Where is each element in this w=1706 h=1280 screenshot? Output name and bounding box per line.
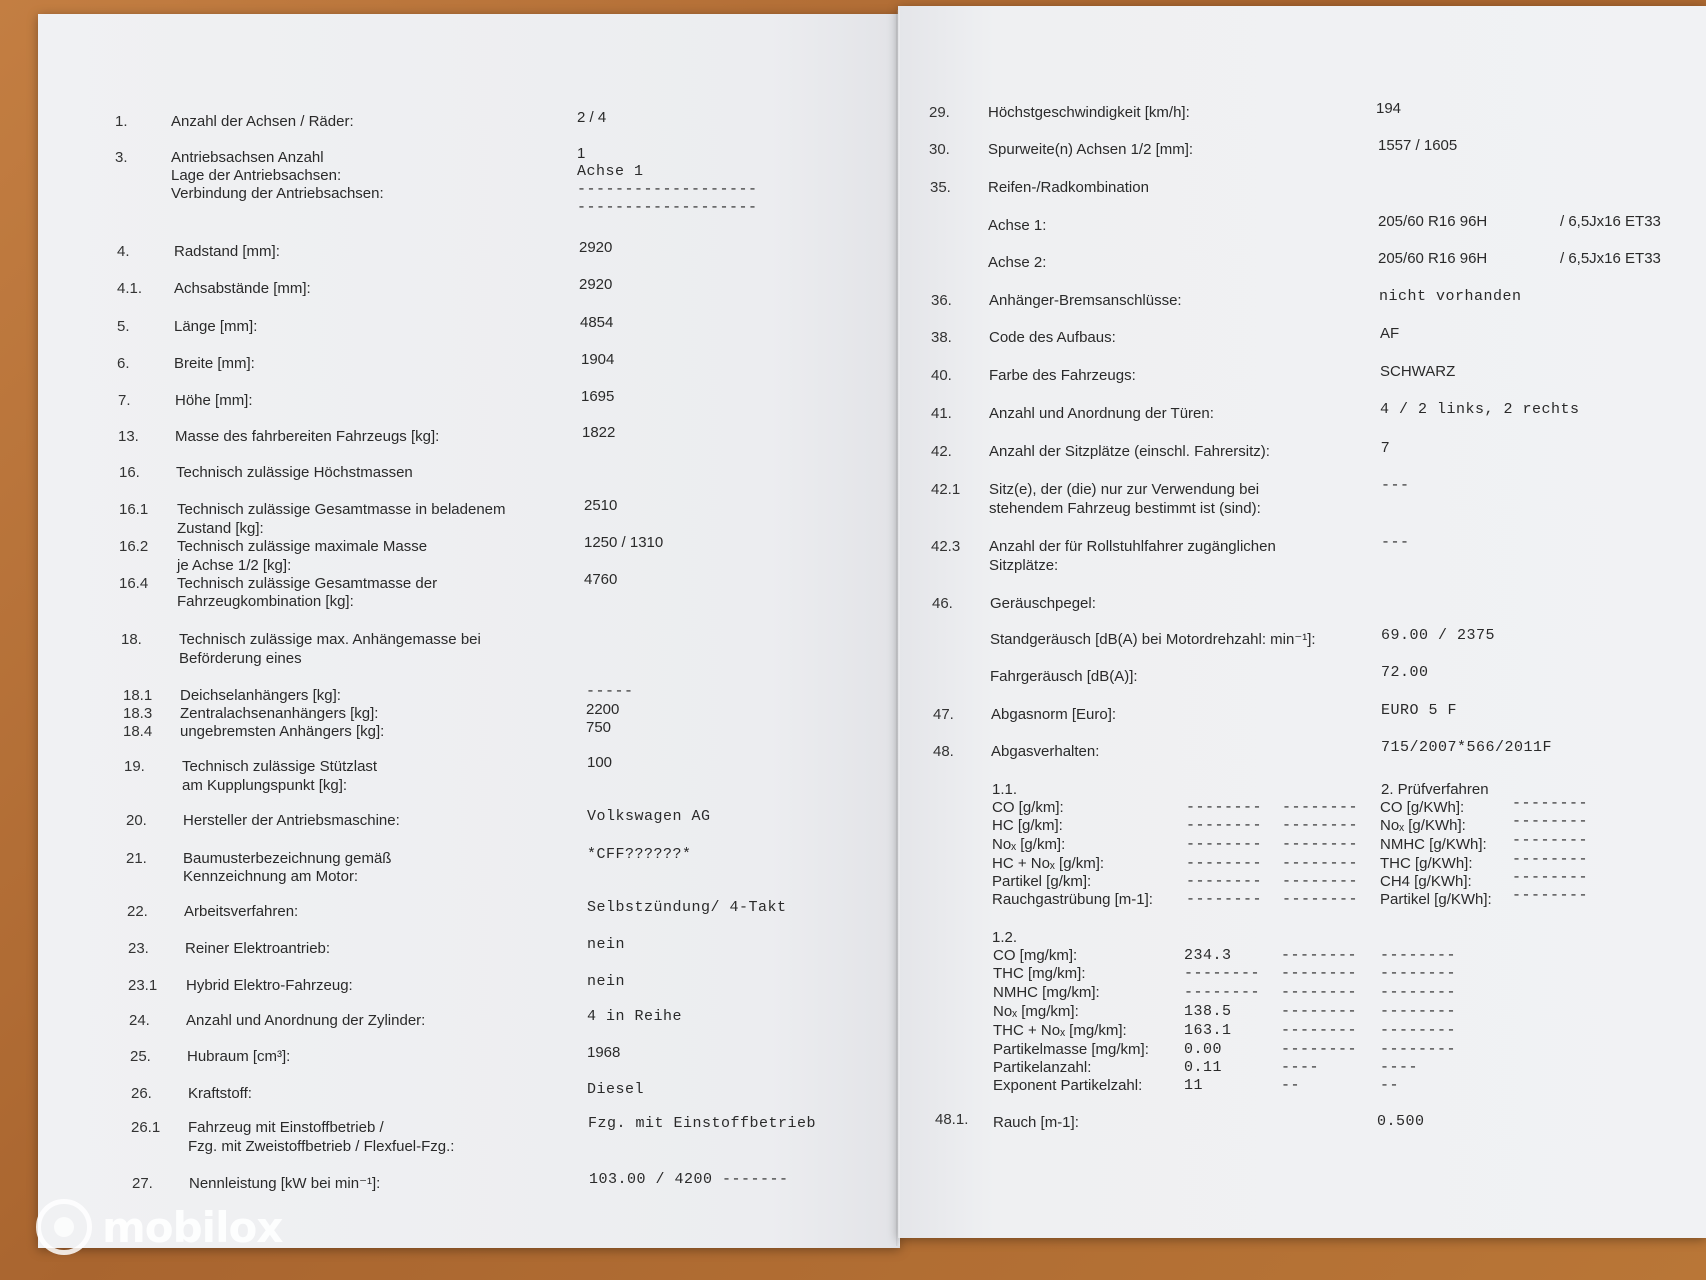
- field-value: nein: [587, 936, 626, 953]
- emission-label: Noₓ [g/km]:: [992, 836, 1066, 853]
- field-label: Breite [mm]:: [174, 355, 255, 372]
- field-value: 715/2007*566/2011F: [1381, 739, 1553, 756]
- field-label: Höchstgeschwindigkeit [km/h]:: [988, 104, 1190, 121]
- field-label: ungebremsten Anhängers [kg]:: [180, 723, 385, 740]
- field-label: Höhe [mm]:: [175, 392, 253, 409]
- field-label: Anzahl der Achsen / Räder:: [171, 113, 354, 130]
- watermark-text: mobilox: [102, 1202, 283, 1252]
- emission-value: --------: [1512, 869, 1589, 886]
- field-label: Technisch zulässige Gesamtmasse in beladenem: [177, 501, 506, 518]
- field-value: 4 / 2 links, 2 rechts: [1380, 401, 1580, 418]
- emission-value: --------: [1281, 984, 1358, 1001]
- emission-value: --------: [1282, 873, 1359, 890]
- emission-label: Rauchgastrübung [m-1]:: [992, 891, 1153, 908]
- emission-value: --: [1380, 1077, 1400, 1094]
- watermark-logo: [36, 1196, 282, 1258]
- field-value: 205/60 R16 96H: [1378, 250, 1488, 267]
- field-value: 1968: [587, 1044, 621, 1061]
- field-label: am Kupplungspunkt [kg]:: [182, 777, 348, 794]
- emission-value: 234.3: [1184, 947, 1232, 964]
- emission-value: ----: [1380, 1059, 1419, 1076]
- field-label: Standgeräusch [dB(A) bei Motordrehzahl: min⁻¹]:: [990, 631, 1316, 648]
- emission-value: --------: [1380, 947, 1457, 964]
- item-number: 41.: [931, 405, 952, 422]
- emission-value: --------: [1281, 965, 1358, 982]
- emission-value: --------: [1380, 1041, 1457, 1058]
- emission-value: --------: [1282, 817, 1359, 834]
- item-number: 42.1: [931, 481, 961, 498]
- emission-label: Partikel [g/km]:: [992, 873, 1092, 890]
- field-label: Anzahl und Anordnung der Zylinder:: [186, 1012, 426, 1029]
- field-label: Nennleistung [kW bei min⁻¹]:: [189, 1175, 381, 1192]
- emission-value: --------: [1380, 965, 1457, 982]
- item-number: 18.1: [123, 687, 153, 704]
- emission-label: NMHC [mg/km]:: [993, 984, 1100, 1001]
- emission-label: Partikelanzahl:: [993, 1059, 1092, 1076]
- item-number: 42.: [931, 443, 952, 460]
- field-label: Technisch zulässige Stützlast: [182, 758, 378, 775]
- field-label: Code des Aufbaus:: [989, 329, 1116, 346]
- item-number: 26.1: [131, 1119, 161, 1136]
- emission-label: THC [mg/km]:: [993, 965, 1086, 982]
- field-value: 1: [577, 145, 586, 162]
- emission-value: --------: [1186, 836, 1263, 853]
- field-value: 2200: [586, 701, 620, 718]
- field-value: -------------------: [577, 199, 758, 216]
- field-label: Rauch [m-1]:: [993, 1114, 1079, 1131]
- emission-value: --------: [1512, 813, 1589, 830]
- emission-value: --------: [1186, 891, 1263, 908]
- item-number: 18.4: [123, 723, 153, 740]
- field-label: Deichselanhängers [kg]:: [180, 687, 341, 704]
- item-number: 18.: [121, 631, 142, 648]
- emission-value: --------: [1512, 795, 1589, 812]
- item-number: 35.: [930, 179, 951, 196]
- field-value: *CFF??????*: [587, 846, 692, 863]
- emission-label: NMHC [g/KWh]:: [1380, 836, 1487, 853]
- field-value: 2920: [579, 276, 613, 293]
- field-label: Technisch zulässige Höchstmassen: [176, 464, 413, 481]
- field-value: ---: [1381, 477, 1410, 494]
- item-number: 30.: [929, 141, 950, 158]
- field-label: Technisch zulässige maximale Masse: [177, 538, 428, 555]
- item-number: 16.1: [119, 501, 149, 518]
- field-value: Diesel: [587, 1081, 645, 1098]
- field-label: Anzahl der Sitzplätze (einschl. Fahrersitz):: [989, 443, 1270, 460]
- item-number: 3.: [115, 149, 128, 166]
- emission-label: CO [mg/km]:: [993, 947, 1078, 964]
- emission-value: --------: [1281, 1041, 1358, 1058]
- field-value: 194: [1376, 100, 1402, 117]
- field-label: Fzg. mit Zweistoffbetrieb / Flexfuel-Fzg.:: [188, 1138, 455, 1155]
- field-label: Masse des fahrbereiten Fahrzeugs [kg]:: [175, 428, 440, 445]
- emission-label: HC + Noₓ [g/km]:: [992, 855, 1105, 872]
- rim-size-value: / 6,5Jx16 ET33: [1560, 213, 1661, 230]
- field-value: 1557 / 1605: [1378, 137, 1458, 154]
- field-label: Reiner Elektroantrieb:: [185, 940, 331, 957]
- emission-value: 163.1: [1184, 1022, 1232, 1039]
- field-label: Zustand [kg]:: [177, 520, 264, 537]
- field-value: 2 / 4: [577, 109, 607, 126]
- field-value: -----: [586, 683, 634, 700]
- item-number: 16.: [119, 464, 140, 481]
- field-value: 1904: [581, 351, 615, 368]
- field-value: Volkswagen AG: [587, 808, 711, 825]
- emission-label: THC + Noₓ [mg/km]:: [993, 1022, 1127, 1039]
- emissions-heading: 1.2.: [992, 929, 1018, 946]
- field-label: Achse 1:: [988, 217, 1047, 234]
- field-label: Antriebsachsen Anzahl: [171, 149, 324, 166]
- emission-label: Noₓ [g/KWh]:: [1380, 817, 1466, 834]
- emission-value: 0.11: [1184, 1059, 1223, 1076]
- emission-value: --------: [1282, 855, 1359, 872]
- item-number: 29.: [929, 104, 950, 121]
- field-value: 4854: [580, 314, 614, 331]
- emission-value: --------: [1186, 799, 1263, 816]
- emission-value: --------: [1512, 851, 1589, 868]
- emission-value: --------: [1184, 965, 1261, 982]
- field-label: Anhänger-Bremsanschlüsse:: [989, 292, 1182, 309]
- field-label: Arbeitsverfahren:: [184, 903, 299, 920]
- field-label: Verbindung der Antriebsachsen:: [171, 185, 384, 202]
- field-label: Fahrzeug mit Einstoffbetrieb /: [188, 1119, 384, 1136]
- emission-value: --------: [1281, 947, 1358, 964]
- item-number: 48.1.: [935, 1111, 969, 1128]
- page-fold: [896, 10, 900, 1246]
- field-value: Fzg. mit Einstoffbetrieb: [588, 1115, 817, 1132]
- field-label: je Achse 1/2 [kg]:: [177, 557, 292, 574]
- field-value: 2510: [584, 497, 618, 514]
- emission-value: --: [1281, 1077, 1301, 1094]
- field-value: -------------------: [577, 181, 758, 198]
- emission-value: --------: [1282, 799, 1359, 816]
- field-label: Technisch zulässige max. Anhängemasse bei: [179, 631, 481, 648]
- field-value: nein: [587, 973, 626, 990]
- field-value: Selbstzündung/ 4-Takt: [587, 899, 787, 916]
- item-number: 23.: [128, 940, 149, 957]
- field-value: ---: [1381, 534, 1410, 551]
- emission-label: Partikel [g/KWh]:: [1380, 891, 1492, 908]
- emission-value: ----: [1281, 1059, 1320, 1076]
- field-label: Zentralachsenanhängers [kg]:: [180, 705, 379, 722]
- emissions-heading-2: 2. Prüfverfahren: [1381, 781, 1489, 798]
- item-number: 27.: [132, 1175, 153, 1192]
- emission-label: Exponent Partikelzahl:: [993, 1077, 1143, 1094]
- field-value: 1822: [582, 424, 616, 441]
- field-value: 72.00: [1381, 664, 1429, 681]
- emission-value: --------: [1282, 891, 1359, 908]
- field-value: 1250 / 1310: [584, 534, 664, 551]
- item-number: 42.3: [931, 538, 961, 555]
- emission-value: --------: [1380, 984, 1457, 1001]
- emission-value: --------: [1282, 836, 1359, 853]
- emission-value: --------: [1380, 1022, 1457, 1039]
- emission-value: --------: [1184, 984, 1261, 1001]
- field-label: Beförderung eines: [179, 650, 302, 667]
- field-label: Reifen-/Radkombination: [988, 179, 1149, 196]
- field-value: nicht vorhanden: [1379, 288, 1522, 305]
- field-label: Fahrgeräusch [dB(A)]:: [990, 668, 1138, 685]
- emission-value: --------: [1186, 855, 1263, 872]
- emission-label: HC [g/km]:: [992, 817, 1063, 834]
- field-value: 7: [1381, 439, 1390, 456]
- item-number: 16.2: [119, 538, 149, 555]
- item-number: 20.: [126, 812, 147, 829]
- emission-value: --------: [1186, 873, 1263, 890]
- field-label: Fahrzeugkombination [kg]:: [177, 593, 354, 610]
- item-number: 22.: [127, 903, 148, 920]
- item-number: 47.: [933, 706, 954, 723]
- item-number: 25.: [130, 1048, 151, 1065]
- field-value: EURO 5 F: [1381, 702, 1458, 719]
- field-label: Länge [mm]:: [174, 318, 258, 335]
- emission-label: CH4 [g/KWh]:: [1380, 873, 1472, 890]
- item-number: 13.: [118, 428, 139, 445]
- field-value: 69.00 / 2375: [1381, 627, 1496, 644]
- emission-value: 138.5: [1184, 1003, 1232, 1020]
- field-value: 100: [587, 754, 613, 771]
- emission-value: --------: [1186, 817, 1263, 834]
- item-number: 38.: [931, 329, 952, 346]
- item-number: 16.4: [119, 575, 149, 592]
- field-label: Hybrid Elektro-Fahrzeug:: [186, 977, 353, 994]
- item-number: 26.: [131, 1085, 152, 1102]
- item-number: 46.: [932, 595, 953, 612]
- emission-value: --------: [1512, 832, 1589, 849]
- field-label: Kraftstoff:: [188, 1085, 252, 1102]
- item-number: 24.: [129, 1012, 150, 1029]
- rim-size-value: / 6,5Jx16 ET33: [1560, 250, 1661, 267]
- field-label: Lage der Antriebsachsen:: [171, 167, 342, 184]
- emission-value: --------: [1380, 1003, 1457, 1020]
- field-value: AF: [1380, 325, 1400, 342]
- field-label: Achsabstände [mm]:: [174, 280, 311, 297]
- field-value: 103.00 / 4200 -------: [589, 1171, 789, 1188]
- field-value: Achse 1: [577, 163, 644, 180]
- field-label: Spurweite(n) Achsen 1/2 [mm]:: [988, 141, 1194, 158]
- item-number: 4.: [117, 243, 130, 260]
- emission-value: 11: [1184, 1077, 1204, 1094]
- item-number: 5.: [117, 318, 130, 335]
- field-label: stehendem Fahrzeug bestimmt ist (sind):: [989, 500, 1261, 517]
- item-number: 19.: [124, 758, 145, 775]
- field-label: Radstand [mm]:: [174, 243, 280, 260]
- item-number: 1.: [115, 113, 128, 130]
- field-label: Abgasnorm [Euro]:: [991, 706, 1117, 723]
- field-label: Hersteller der Antriebsmaschine:: [183, 812, 400, 829]
- item-number: 7.: [118, 392, 131, 409]
- field-label: Baumusterbezeichnung gemäß: [183, 850, 392, 867]
- field-label: Kennzeichnung am Motor:: [183, 868, 359, 885]
- field-value: 0.500: [1377, 1113, 1425, 1130]
- item-number: 6.: [117, 355, 130, 372]
- field-value: SCHWARZ: [1380, 363, 1456, 380]
- field-label: Technisch zulässige Gesamtmasse der: [177, 575, 438, 592]
- emission-value: --------: [1512, 887, 1589, 904]
- field-label: Farbe des Fahrzeugs:: [989, 367, 1136, 384]
- field-label: Sitzplätze:: [989, 557, 1059, 574]
- mobilox-logo-icon: [36, 1199, 92, 1255]
- field-label: Anzahl der für Rollstuhlfahrer zugänglichen: [989, 538, 1276, 555]
- item-number: 40.: [931, 367, 952, 384]
- emissions-heading: 1.1.: [992, 781, 1018, 798]
- field-value: 4 in Reihe: [587, 1008, 683, 1025]
- field-label: Sitz(e), der (die) nur zur Verwendung bei: [989, 481, 1260, 498]
- emission-value: 0.00: [1184, 1041, 1223, 1058]
- emission-label: Partikelmasse [mg/km]:: [993, 1041, 1149, 1058]
- emission-label: Noₓ [mg/km]:: [993, 1003, 1079, 1020]
- field-label: Abgasverhalten:: [991, 743, 1100, 760]
- emission-label: THC [g/KWh]:: [1380, 855, 1473, 872]
- emission-label: CO [g/KWh]:: [1380, 799, 1465, 816]
- field-value: 2920: [579, 239, 613, 256]
- item-number: 36.: [931, 292, 952, 309]
- field-label: Anzahl und Anordnung der Türen:: [989, 405, 1214, 422]
- item-number: 4.1.: [117, 280, 143, 297]
- field-value: 4760: [584, 571, 618, 588]
- field-label: Achse 2:: [988, 254, 1047, 271]
- field-value: 205/60 R16 96H: [1378, 213, 1488, 230]
- emission-value: --------: [1281, 1003, 1358, 1020]
- item-number: 23.1: [128, 977, 158, 994]
- item-number: 18.3: [123, 705, 153, 722]
- field-label: Geräuschpegel:: [990, 595, 1096, 612]
- field-value: 1695: [581, 388, 615, 405]
- item-number: 48.: [933, 743, 954, 760]
- item-number: 21.: [126, 850, 147, 867]
- emission-value: --------: [1281, 1022, 1358, 1039]
- field-label: Hubraum [cm³]:: [187, 1048, 291, 1065]
- field-value: 750: [586, 719, 612, 736]
- emission-label: CO [g/km]:: [992, 799, 1064, 816]
